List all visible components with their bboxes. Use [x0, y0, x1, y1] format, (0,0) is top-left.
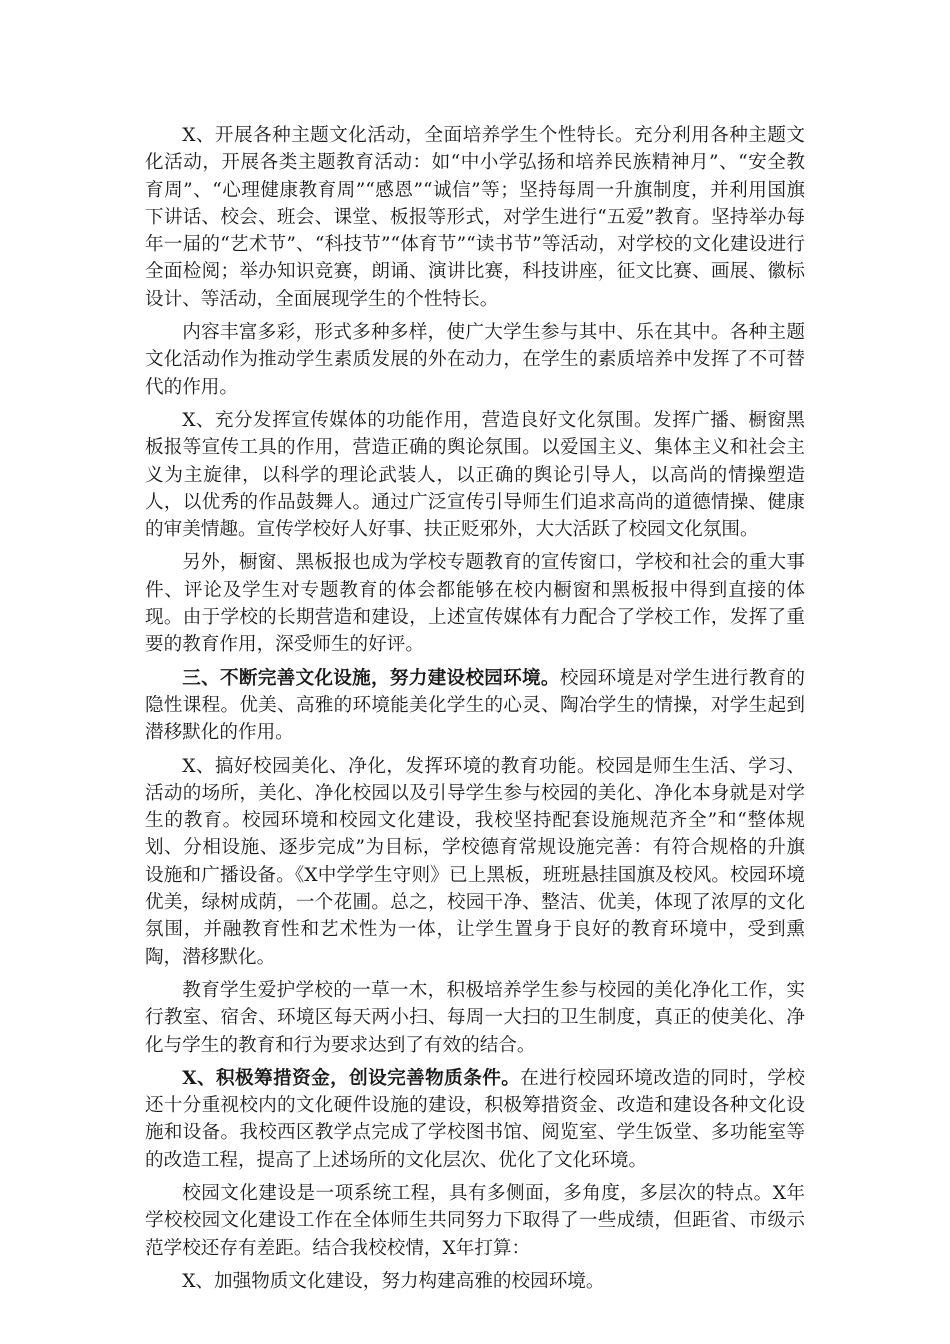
paragraph-10	[145, 1268, 805, 1295]
paragraph-text: 内容丰富多彩，形式多种多样，使广大学生参与其中、乐在其中。各种主题文化活动作为推动学生素质发展的外在动力，在学生的素质培养中发挥了不可替代的作用。	[145, 322, 805, 398]
paragraph-text: X、开展各种主题文化活动，全面培养学生个性特长。充分利用各种主题文化活动，开展各类主题教育活动：如“中小学弘扬和培养民族精神月”、“安全教育周”、“心理健康教育周”“感恩”“诚信”等；坚持每周一升旗制度，并利用国旗下讲话、校会、班会、课堂、板报等形式，对学生进行“五爱”教育。坚持举办每年一届的“艺术节”、“科技节”“体育节”“读书节”等活动，对学校的文化建设进行全面检阅；举办知识竞赛，朗诵、演讲比赛，科技讲座，征文比赛、画展、徽标设计、等活动，全面展现学生的个性特长。	[145, 125, 805, 310]
paragraph-text: X、充分发挥宣传媒体的功能作用，营造良好文化氛围。发挥广播、橱窗黑板报等宣传工具的作用，营造正确的舆论氛围。以爱国主义、集体主义和社会主义为主旋律，以科学的理论武装人，以正确的舆论引导人，以高尚的情操塑造人，以优秀的作品鼓舞人。通过广泛宣传引导师生们追求高尚的道德情操、健康的审美情趣。宣传学校好人好事、扶正贬邪外，大大活跃了校园文化氛围。	[145, 409, 805, 541]
paragraph-text: 校园环境是对学生进行教育的隐性课程。优美、高雅的环境能美化学生的心灵、陶冶学生的情操，对学生起到潜移默化的作用。	[145, 667, 805, 744]
paragraph-5	[145, 665, 805, 747]
paragraph-text: X、加强物质文化建设，努力构建高雅的校园环境。	[182, 1270, 605, 1292]
paragraph-2	[145, 319, 805, 401]
paragraph-8	[145, 1065, 805, 1174]
paragraph-text: 另外，橱窗、黑板报也成为学校专题教育的宣传窗口，学校和社会的重大事件、评论及学生对专题教育的体会都能够在校内橱窗和黑板报中得到直接的体现。由于学校的长期营造和建设，上述宣传媒体有力配合了学校工作，发挥了重要的教育作用，深受师生的好评。	[145, 552, 805, 656]
paragraph-text: X、搞好校园美化、净化，发挥环境的教育功能。校园是师生生活、学习、活动的场所，美化、净化校园以及引导学生参与校园的美化、净化本身就是对学生的教育。校园环境和校园文化建设，我校坚持配套设施规范齐全”和“整体规划、分相设施、逐步完成”为目标，学校德育常规设施完善：有符合规格的升旗设施和广播设备。《X中学学生守则》已上黑板，班班悬挂国旗及校风。校园环境优美，绿树成荫，一个花圃。总之，校园干净、整洁、优美，体现了浓厚的文化氛围，并融教育性和艺术性为一体，让学生置身于良好的教育环境中，受到熏陶，潜移默化。	[145, 755, 805, 968]
paragraph-text: 校园文化建设是一项系统工程，具有多侧面，多角度，多层次的特点。X年学校校园文化建设工作在全体师生共同努力下取得了一些成绩，但距省、市级示范学校还存有差距。结合我校校情，X年打算：	[145, 1182, 805, 1259]
paragraph-text: 在进行校园环境改造的同时，学校还十分重视校内的文化硬件设施的建设，积极筹措资金、改造和建设各种文化设施和设备。我校西区教学点完成了学校图书馆、阅览室、学生饭堂、多功能室等的改造工程，提高了上述场所的文化层次、优化了文化环境。	[145, 1067, 805, 1171]
paragraph-4	[145, 549, 805, 658]
paragraph-1	[145, 122, 805, 313]
paragraph-3	[145, 407, 805, 543]
paragraph-text: 教育学生爱护学校的一草一木，积极培养学生参与校园的美化净化工作，实行教室、宿舍、环境区每天两小扫、每周一大扫的卫生制度，真正的使美化、净化与学生的教育和行为要求达到了有效的结合。	[145, 979, 805, 1056]
document-body	[145, 122, 805, 1301]
paragraph-6	[145, 753, 805, 971]
paragraph-9	[145, 1180, 805, 1262]
paragraph-7	[145, 977, 805, 1059]
section-heading: 三、不断完善文化设施，努力建设校园环境。	[182, 667, 560, 689]
section-heading: X、积极筹措资金，创设完善物质条件。	[182, 1067, 521, 1089]
